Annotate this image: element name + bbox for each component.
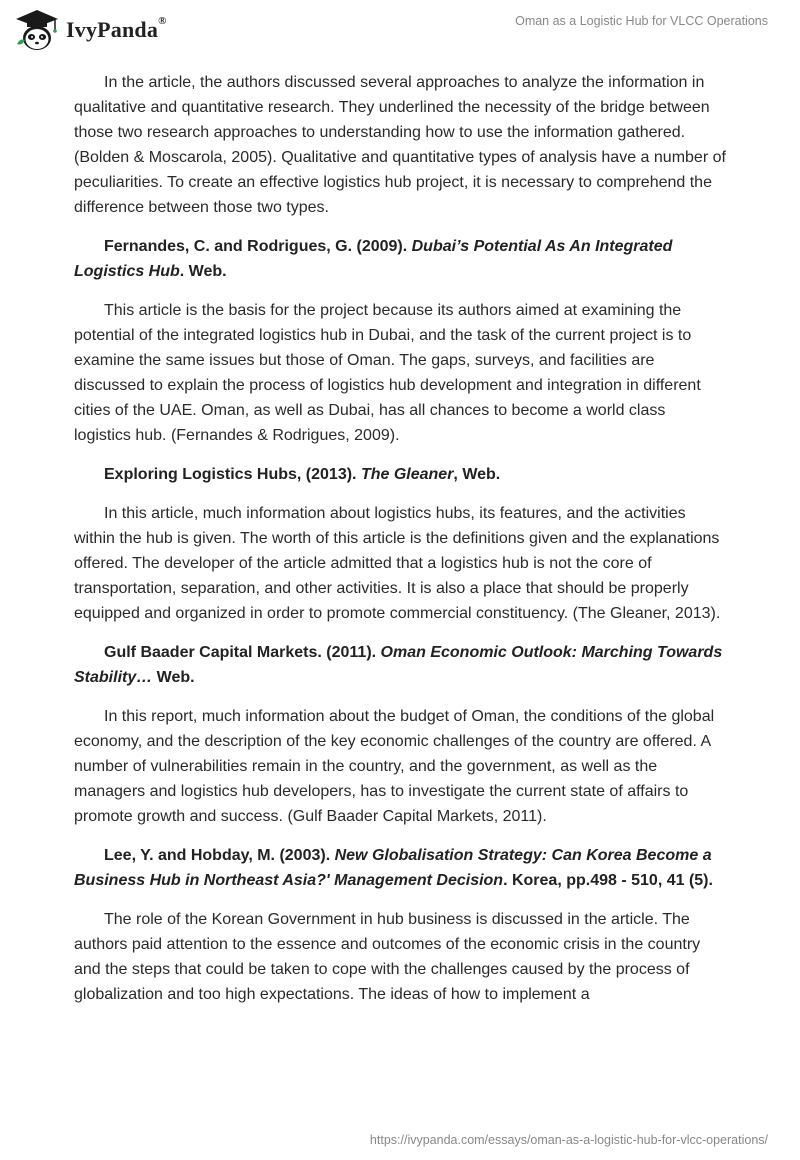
document-title: Oman as a Logistic Hub for VLCC Operations — [515, 14, 768, 28]
paragraph: In the article, the authors discussed several approaches to analyze the information in qualitative and quantitative research. They underlined the necessity of the bridge between those two research approaches to understanding how to use the information gathered. (Bolden & Moscarola, 2005). Qualitative and quantitative types of analysis have a number of peculiarities. To create an effective logistics hub project, it is necessary to comprehend the difference between those two types. — [74, 74, 726, 216]
reference-entry: Gulf Baader Capital Markets. (2011). Oman Economic Outlook: Marching Towards Stability… Web. — [74, 644, 723, 686]
reference-entry: Fernandes, C. and Rodrigues, G. (2009). Dubai’s Potential As An Integrated Logistics Hub. Web. — [74, 238, 673, 280]
paragraph: In this report, much information about the budget of Oman, the conditions of the global economy, and the description of the key economic challenges of the country are offered. A number of vulnerabilities remain in the country, and the government, as well as the managers and logistics hub developers, has to investigate the current state of affairs to promote growth and success. (Gulf Baader Capital Markets, 2011). — [74, 708, 715, 825]
paragraph: This article is the basis for the project because its authors aimed at examining the potential of the integrated logistics hub in Dubai, and the task of the current project is to examine the same issues but those of Oman. The gaps, surveys, and facilities are discussed to explain the process of logistics hub development and integration in different cities of the UAE. Oman, as well as Dubai, has all chances to become a world class logistics hub. (Fernandes & Rodrigues, 2009). — [74, 302, 701, 444]
reference-entry: Lee, Y. and Hobday, M. (2003). New Globalisation Strategy: Can Korea Become a Business Hub in Northeast Asia?' Management Decision. Korea, pp.498 - 510, 41 (5). — [74, 847, 713, 889]
essay-content — [74, 70, 726, 1021]
ivypanda-logo[interactable] — [14, 8, 214, 52]
page-header — [0, 0, 800, 60]
source-url[interactable]: https://ivypanda.com/essays/oman-as-a-logistic-hub-for-vlcc-operations/ — [369, 1133, 768, 1147]
brand-name: IvyPanda® — [66, 15, 167, 42]
reference-entry: Exploring Logistics Hubs, (2013). The Gleaner, Web. — [104, 466, 501, 483]
paragraph: In this article, much information about logistics hubs, its features, and the activities within the hub is given. The worth of this article is the definitions given and the explanations offered. The developer of the article admitted that a logistics hub is not the core of transportation, separation, and other activities. It is also a place that should be properly equipped and organized in order to promote commercial constituency. (The Gleaner, 2013). — [74, 505, 721, 622]
panda-graduate-icon — [14, 8, 60, 52]
paragraph: The role of the Korean Government in hub business is discussed in the article. The authors paid attention to the essence and outcomes of the economic crisis in the country and the steps that could be taken to cope with the challenges caused by the process of globalization and too high expectations. The ideas of how to implement a — [74, 911, 701, 1003]
